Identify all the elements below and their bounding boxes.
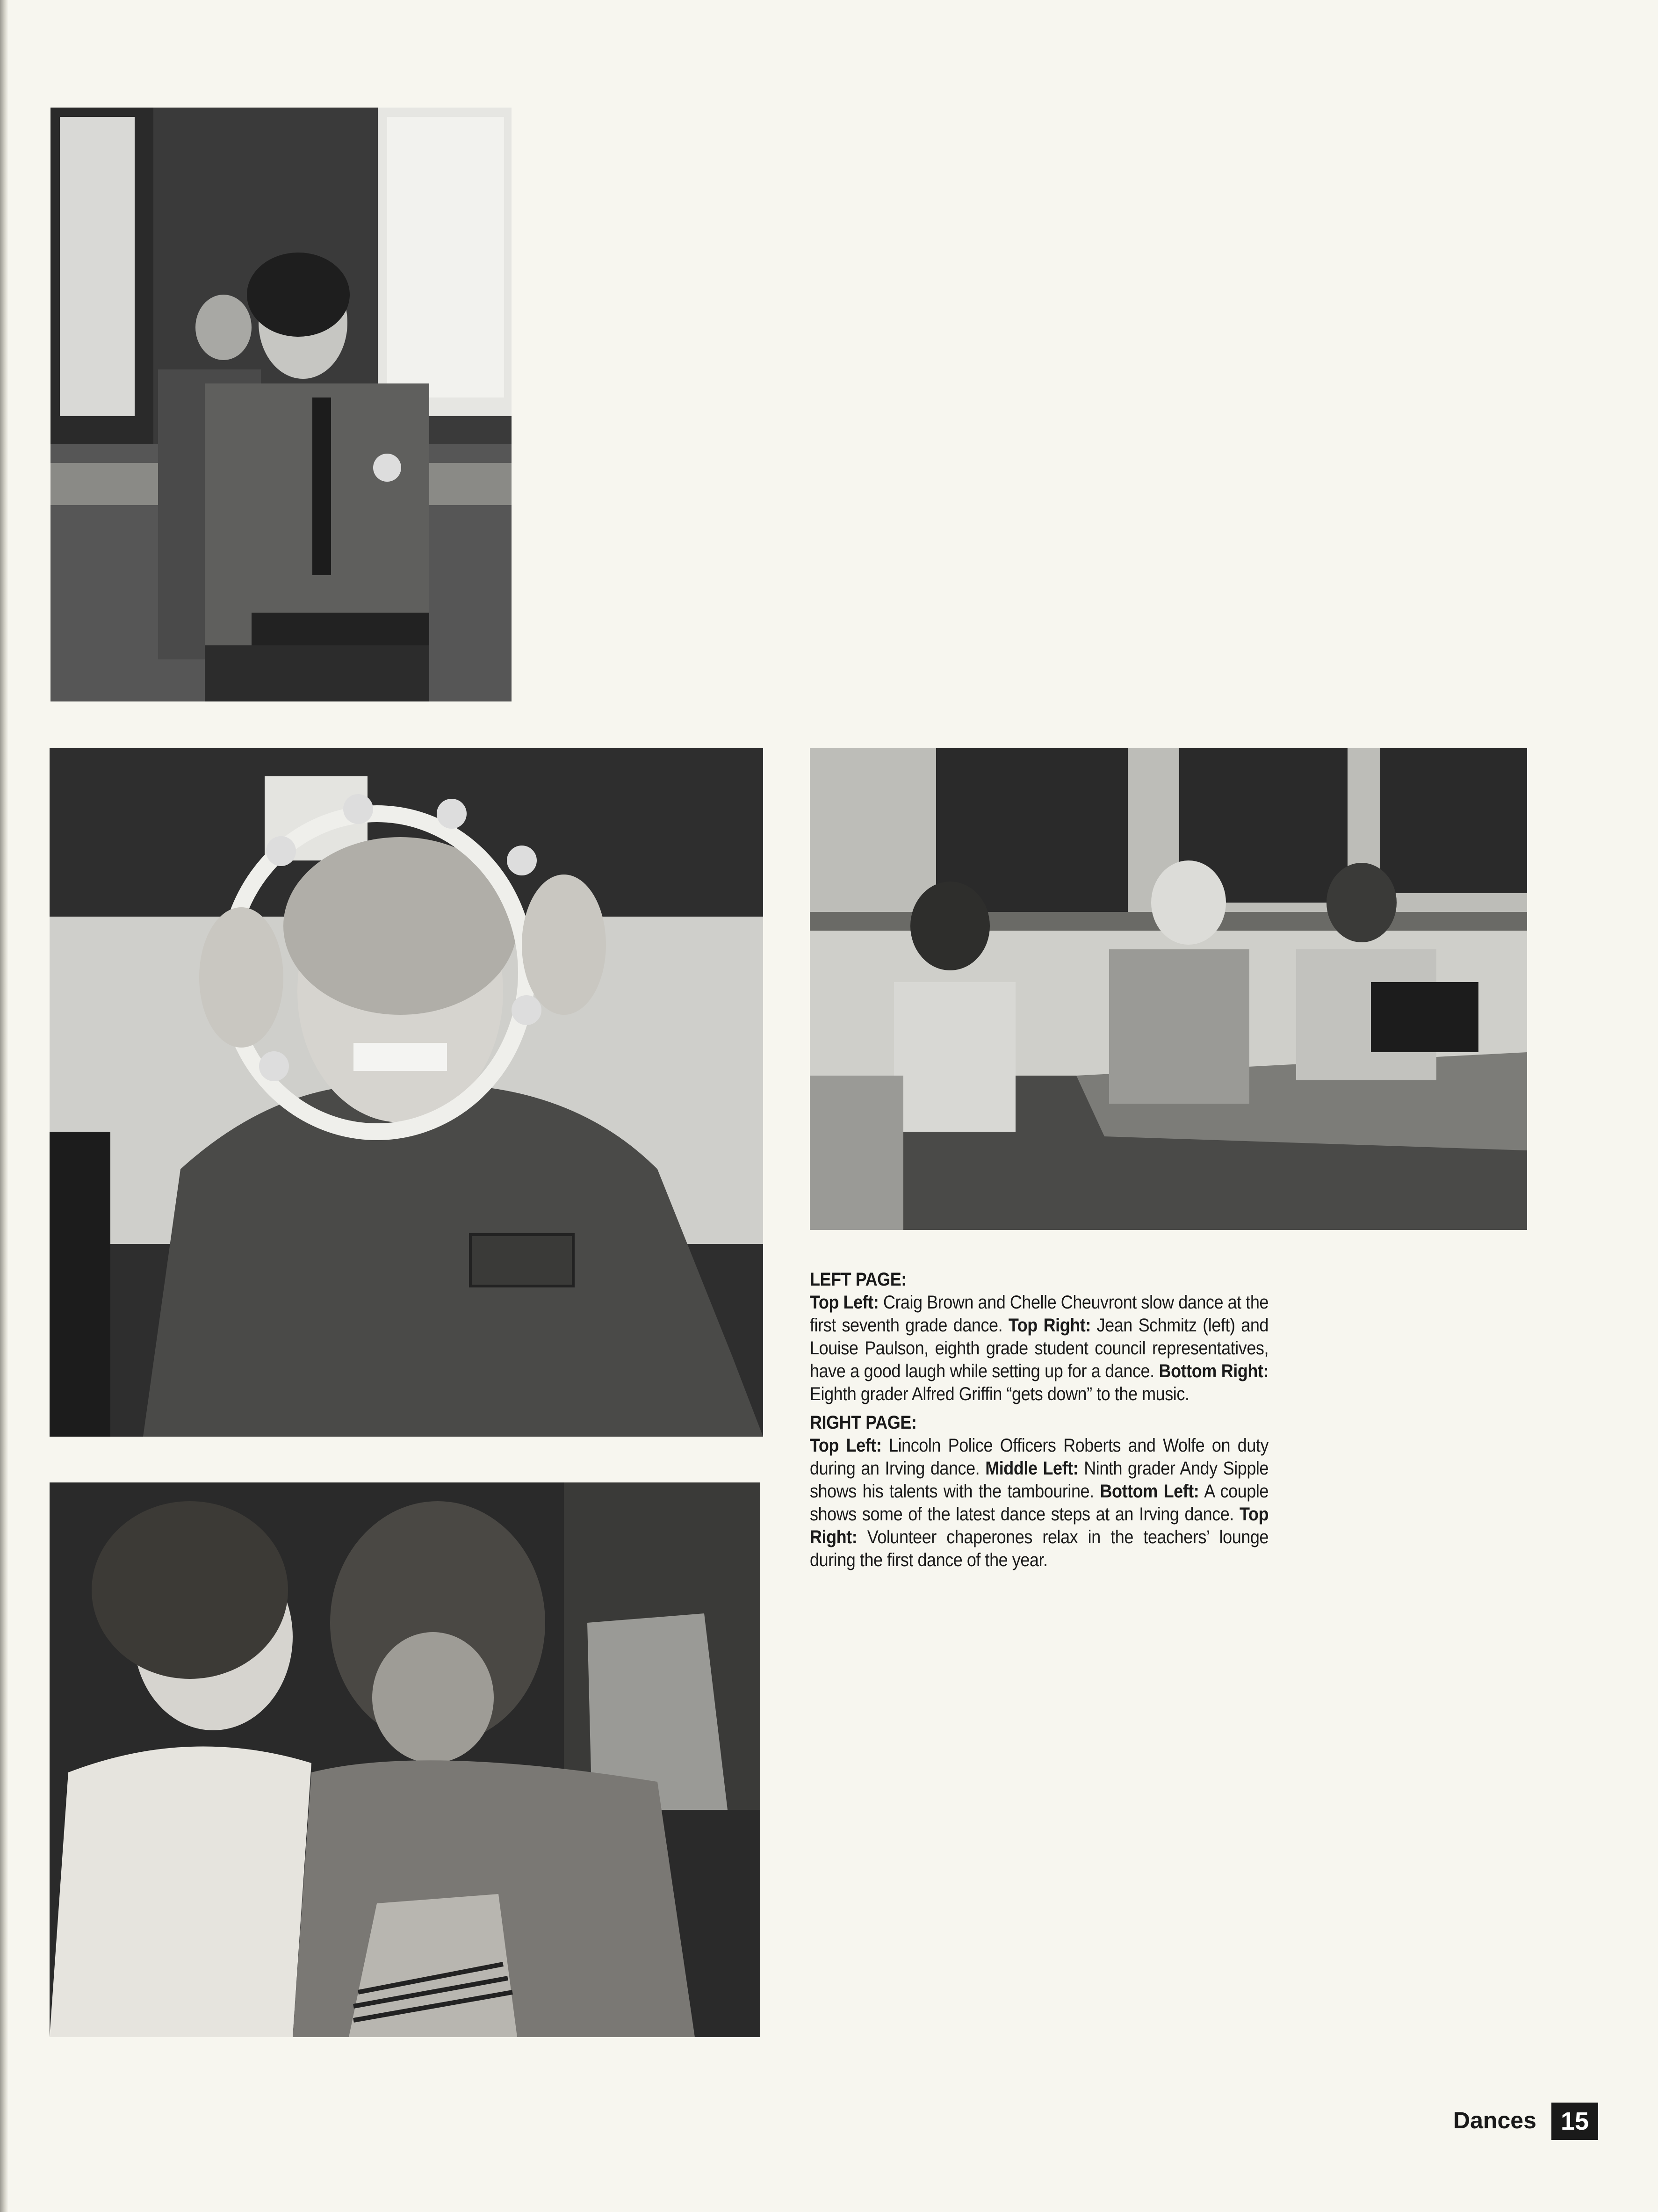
caption-label: Bottom Right:: [1159, 1361, 1269, 1381]
section-title: Dances: [1453, 2107, 1536, 2133]
captions: [810, 1268, 1269, 1577]
caption-text: Ninth grader Andy Sipple shows his talents with the tambourine.: [810, 1458, 1269, 1502]
photo-couple: [50, 1482, 760, 2037]
right-page-captions: [810, 1411, 1269, 1572]
left-page-captions: [810, 1268, 1269, 1406]
photo-officers: [50, 108, 512, 701]
photo-chaperones: [810, 748, 1527, 1230]
photo-tambourine: [50, 748, 763, 1437]
caption-label: Bottom Left:: [1100, 1481, 1199, 1502]
page-binding-edge: [0, 0, 8, 2212]
right-page-heading: RIGHT PAGE:: [810, 1412, 917, 1433]
caption-label: Middle Left:: [985, 1458, 1079, 1479]
caption-label: Top Right:: [810, 1504, 1269, 1547]
left-page-heading: LEFT PAGE:: [810, 1269, 907, 1290]
caption-label: Top Left:: [810, 1435, 882, 1456]
caption-text: Craig Brown and Chelle Cheuvront slow dance at the first seventh grade dance.: [810, 1292, 1269, 1336]
caption-text: Lincoln Police Officers Roberts and Wolfe on duty during an Irving dance.: [810, 1435, 1269, 1479]
caption-text: Jean Schmitz (left) and Louise Paulson, eighth grade student council representatives, have a good laugh while setting up for a dance.: [810, 1315, 1269, 1381]
caption-text: A couple shows some of the latest dance steps at an Irving dance.: [810, 1481, 1269, 1525]
page-number: 15: [1551, 2103, 1598, 2140]
caption-label: Top Left:: [810, 1292, 879, 1313]
caption-label: Top Right:: [1008, 1315, 1091, 1336]
caption-text: Volunteer chaperones relax in the teachers’ lounge during the first dance of the year.: [810, 1527, 1269, 1570]
caption-text: Eighth grader Alfred Griffin “gets down” to the music.: [810, 1384, 1189, 1404]
